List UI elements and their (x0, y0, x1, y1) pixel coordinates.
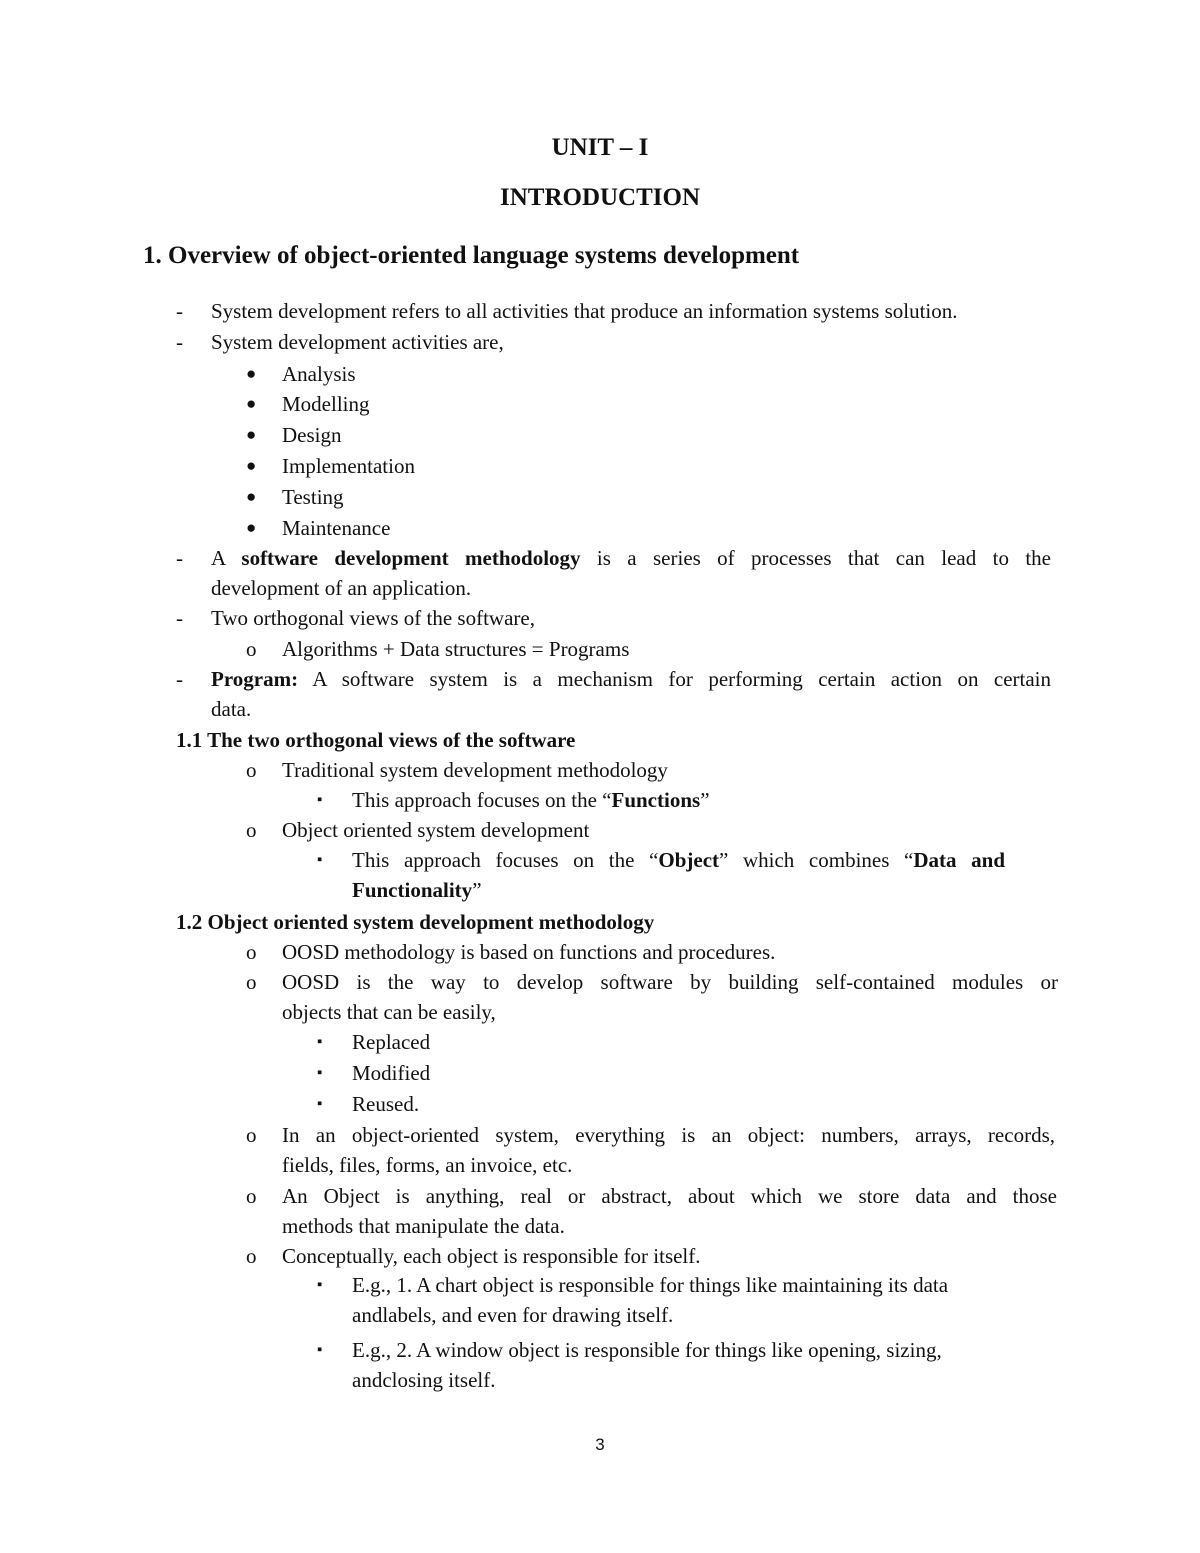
square-bullet-icon: ▪ (317, 1034, 323, 1050)
dash-marker: - (176, 606, 183, 630)
circle-bullet-icon: o (246, 637, 257, 661)
text-run: ” (700, 788, 710, 812)
bullet-icon: ● (246, 487, 257, 506)
list-item: Maintenance (282, 516, 391, 540)
list-item: Conceptually, each object is responsible for itself. (282, 1244, 701, 1268)
circle-bullet-icon: o (246, 1244, 257, 1268)
list-item: Object oriented system development (282, 818, 590, 842)
list-item: OOSD methodology is based on functions and procedures. (282, 940, 776, 964)
paragraph (211, 664, 1051, 694)
text-run: This approach focuses on the “ (352, 788, 612, 812)
list-item: Modified (352, 1061, 431, 1085)
page-title: INTRODUCTION (499, 184, 701, 211)
list-item: Traditional system development methodology (282, 758, 668, 782)
list-item: Design (282, 423, 342, 447)
list-item: E.g., 2. A window object is responsible for things like opening, sizing, (352, 1338, 942, 1362)
circle-bullet-icon: o (246, 1123, 257, 1147)
text-run: A (211, 546, 242, 570)
bold-term: Functionality (352, 878, 473, 902)
list-item: Testing (282, 485, 344, 509)
bold-term: Data and (913, 848, 1005, 872)
subsection-heading: 1.1 The two orthogonal views of the software (176, 728, 576, 752)
square-bullet-icon: ▪ (317, 852, 323, 868)
bullet-icon: ● (246, 394, 257, 413)
circle-bullet-icon: o (246, 818, 257, 842)
circle-bullet-icon: o (246, 758, 257, 782)
bold-term: Program: (211, 667, 299, 691)
list-item: An Object is anything, real or abstract, about which we store data and those (282, 1184, 1057, 1208)
text-run: A software system is a mechanism for performing certain action on certain (298, 667, 1051, 691)
circle-bullet-icon: o (246, 970, 257, 994)
dash-marker: - (176, 667, 183, 691)
list-item: Reused. (352, 1092, 420, 1116)
dash-marker: - (176, 546, 183, 570)
paragraph (211, 543, 1051, 573)
unit-label: UNIT – I (551, 134, 649, 161)
list-item: Implementation (282, 454, 415, 478)
bullet-icon: ● (246, 456, 257, 475)
paragraph-continuation: development of an application. (211, 576, 472, 600)
dash-marker: - (176, 299, 183, 323)
text-run: is a series of processes that can lead to the (580, 546, 1051, 570)
bold-term: software development methodology (241, 546, 581, 570)
text-run: ” which combines “ (719, 848, 914, 872)
paragraph: System development activities are, (211, 330, 504, 354)
bold-term: Functions (611, 788, 701, 812)
subsection-heading: 1.2 Object oriented system development methodology (176, 910, 655, 934)
bullet-icon: ● (246, 425, 257, 444)
circle-bullet-icon: o (246, 1184, 257, 1208)
bullet-icon: ● (246, 364, 257, 383)
text-run: This approach focuses on the “ (352, 848, 659, 872)
square-bullet-icon: ▪ (317, 1065, 323, 1081)
square-bullet-icon: ▪ (317, 1342, 323, 1358)
list-item: Analysis (282, 362, 356, 386)
list-item: Algorithms + Data structures = Programs (282, 637, 630, 661)
square-bullet-icon: ▪ (317, 1096, 323, 1112)
bold-term: Object (658, 848, 720, 872)
list-item-continuation: andclosing itself. (352, 1368, 496, 1392)
list-item: Modelling (282, 392, 370, 416)
bullet-icon: ● (246, 518, 257, 537)
paragraph: System development refers to all activities that produce an information systems solution. (211, 299, 958, 323)
list-item: OOSD is the way to develop software by building self-contained modules or (282, 970, 1058, 994)
paragraph-continuation: data. (211, 697, 252, 721)
square-bullet-icon: ▪ (317, 1277, 323, 1293)
list-item (352, 845, 1005, 875)
dash-marker: - (176, 330, 183, 354)
list-item: E.g., 1. A chart object is responsible for things like maintaining its data (352, 1273, 949, 1297)
circle-bullet-icon: o (246, 940, 257, 964)
list-item: In an object-oriented system, everything is an object: numbers, arrays, records, (282, 1123, 1055, 1147)
square-bullet-icon: ▪ (317, 792, 323, 808)
list-item (352, 785, 710, 815)
page-number: 3 (595, 1435, 605, 1454)
list-item: Replaced (352, 1030, 431, 1054)
paragraph: Two orthogonal views of the software, (211, 606, 535, 630)
text-run: ” (472, 878, 482, 902)
section-heading: 1. Overview of object-oriented language systems development (143, 242, 800, 269)
list-item-continuation: andlabels, and even for drawing itself. (352, 1303, 674, 1327)
list-item-continuation: objects that can be easily, (282, 1000, 496, 1024)
list-item-continuation (352, 875, 482, 905)
list-item-continuation: fields, files, forms, an invoice, etc. (282, 1153, 573, 1177)
list-item-continuation: methods that manipulate the data. (282, 1214, 565, 1238)
